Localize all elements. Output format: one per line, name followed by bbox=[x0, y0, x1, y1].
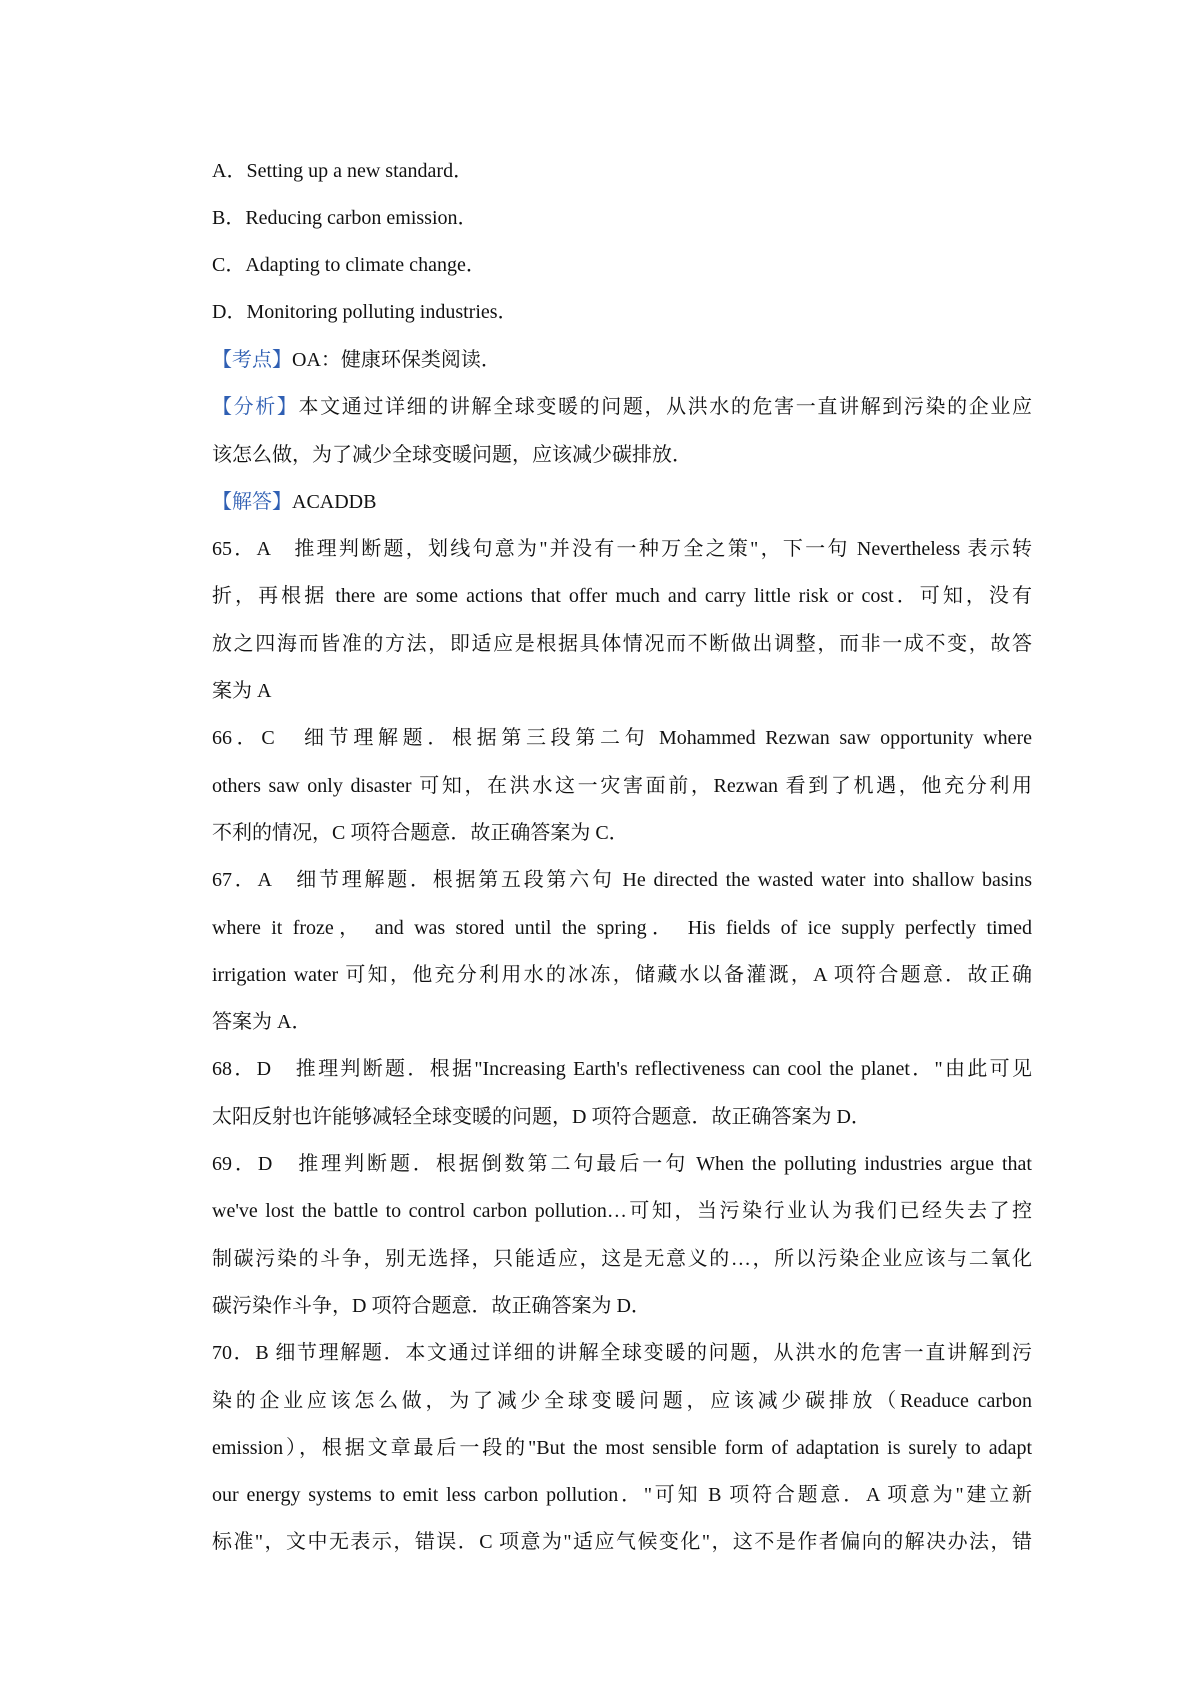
q65-line-3: 放之四海而皆准的方法，即适应是根据具体情况而不断做出调整，而非一成不变，故答 bbox=[212, 632, 1032, 655]
q68-line-2: 太阳反射也许能够减轻全球变暖的问题，D 项符合题意．故正确答案为 D． bbox=[212, 1105, 871, 1128]
q70-line-4: our energy systems to emit less carbon pollution．"可知 B 项符合题意．A 项意为"建立新 bbox=[212, 1484, 1032, 1507]
option-c: C．Adapting to climate change． bbox=[212, 254, 486, 276]
q65-line-2: 折，再根据 there are some actions that offer much and carry little risk or cost．可知，没有 bbox=[212, 585, 1032, 608]
q66-line-2: others saw only disaster 可知，在洪水这一灾害面前，Rezwan 看到了机遇，他充分利用 bbox=[212, 774, 1032, 797]
q69-line-4: 碳污染作斗争，D 项符合题意．故正确答案为 D． bbox=[212, 1294, 651, 1317]
q69-line-1: 69．D 推理判断题．根据倒数第二句最后一句 When the polluting industries argue that bbox=[212, 1153, 1032, 1176]
q65-line-4: 案为 A bbox=[212, 680, 272, 703]
q66-line-1: 66．C 细节理解题．根据第三段第二句 Mohammed Rezwan saw opportunity where bbox=[212, 727, 1032, 750]
option-a: A．Setting up a new standard． bbox=[212, 160, 474, 182]
jieda-line bbox=[212, 486, 1032, 533]
fenxi-text-1: 本文通过详细的讲解全球变暖的问题，从洪水的危害一直讲解到污染的企业应 bbox=[298, 396, 1033, 419]
kaodian-line bbox=[212, 344, 1032, 391]
fenxi-line-1 bbox=[212, 391, 1032, 438]
q66-line-3: 不利的情况，C 项符合题意．故正确答案为 C． bbox=[212, 821, 629, 844]
q67-line-2: where it froze， and was stored until the spring． His fields of ice supply perfectly timed bbox=[212, 916, 1032, 939]
q69-line-2: we've lost the battle to control carbon pollution…可知，当污染行业认为我们已经失去了控 bbox=[212, 1200, 1032, 1223]
q70-line-3: emission），根据文章最后一段的"But the most sensible form of adaptation is surely to adapt bbox=[212, 1436, 1032, 1459]
fenxi-line-2: 该怎么做，为了减少全球变暖问题，应该减少碳排放． bbox=[212, 443, 692, 466]
option-b: B．Reducing carbon emission． bbox=[212, 207, 478, 229]
q70-line-5: 标准"，文中无表示，错误．C 项意为"适应气候变化"，这不是作者偏向的解决办法，错 bbox=[212, 1531, 1032, 1554]
fenxi-tag: 【分析】 bbox=[212, 396, 299, 419]
q69-line-3: 制碳污染的斗争，别无选择，只能适应，这是无意义的…，所以污染企业应该与二氧化 bbox=[212, 1247, 1032, 1270]
q70-line-2: 染的企业应该怎么做，为了减少全球变暖问题，应该减少碳排放（Readuce carbon bbox=[212, 1389, 1032, 1412]
q68-line-1: 68．D 推理判断题．根据"Increasing Earth's reflectiveness can cool the planet．"由此可见 bbox=[212, 1058, 1032, 1081]
explanation-body bbox=[212, 344, 1032, 1574]
q67-line-3: irrigation water 可知，他充分利用水的冰冻，储藏水以备灌溉，A 项符合题意．故正确 bbox=[212, 963, 1032, 986]
jieda-tag: 【解答】 bbox=[212, 490, 292, 513]
q67-line-1: 67．A 细节理解题．根据第五段第六句 He directed the wasted water into shallow basins bbox=[212, 869, 1032, 892]
q67-line-4: 答案为 A． bbox=[212, 1011, 312, 1034]
kaodian-tag: 【考点】 bbox=[212, 349, 292, 371]
kaodian-text: OA：健康环保类阅读． bbox=[292, 349, 501, 371]
q65-line-1: 65．A 推理判断题，划线句意为"并没有一种万全之策"，下一句 Nevertheless 表示转 bbox=[212, 538, 1032, 561]
jieda-text: ACADDB bbox=[292, 490, 377, 513]
answer-options bbox=[212, 155, 1032, 343]
q70-line-1: 70．B 细节理解题．本文通过详细的讲解全球变暖的问题，从洪水的危害一直讲解到污 bbox=[212, 1342, 1032, 1365]
option-d: D．Monitoring polluting industries． bbox=[212, 301, 518, 323]
